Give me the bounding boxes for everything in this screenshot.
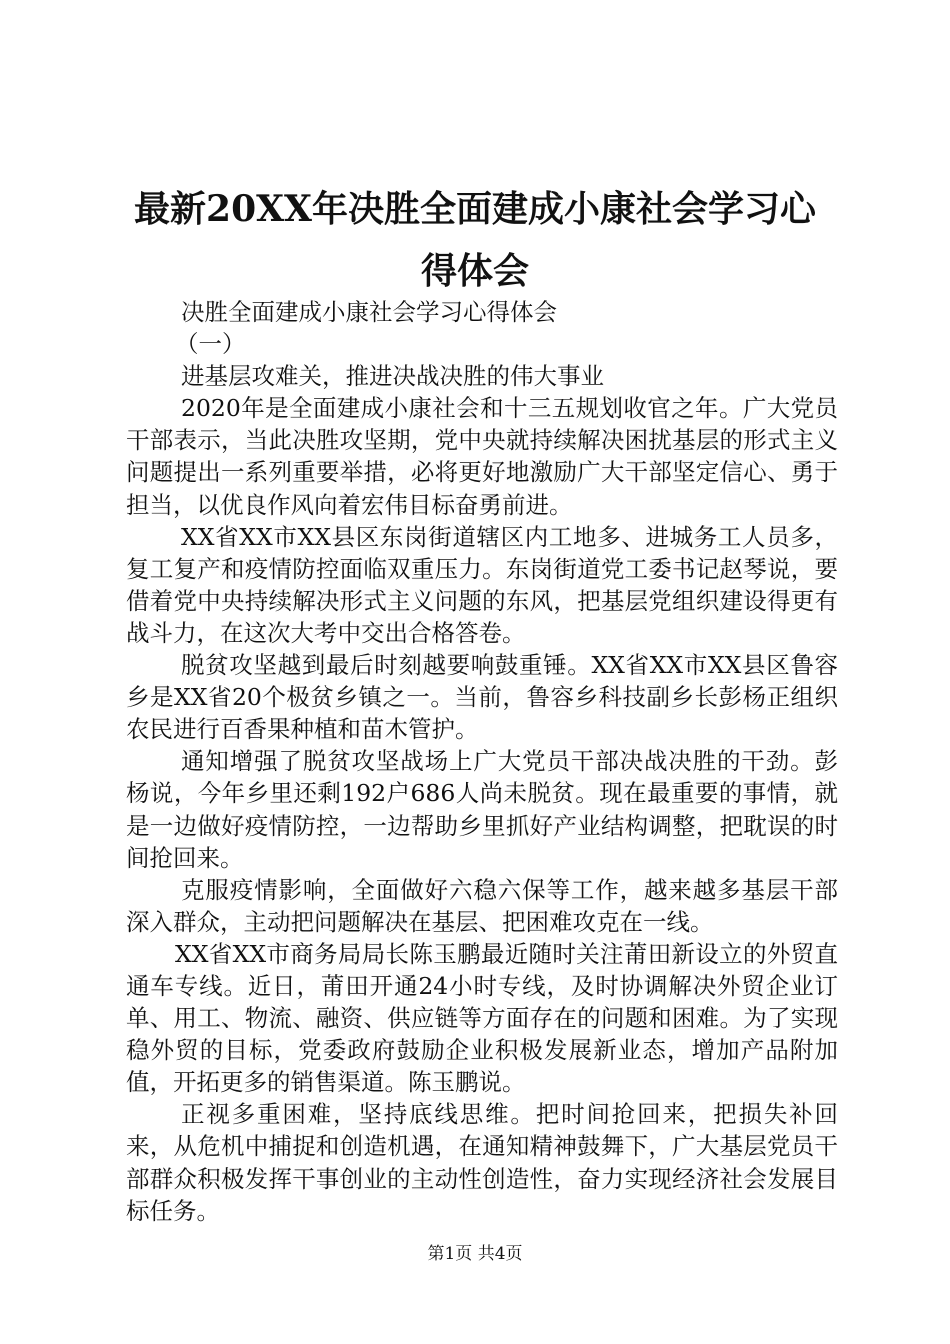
paragraph-heading: 进基层攻难关，推进决战决胜的伟大事业	[181, 362, 604, 391]
document-title: 最新20XX年决胜全面建成小康社会学习心得体会	[134, 188, 816, 292]
paragraph: 通知增强了脱贫攻坚战场上广大党员干部决战决胜的干劲。彭杨说，今年乡里还剩192户686人尚未脱贫。现在最重要的事情，就是一边做好疫情防控，一边帮助乡里抓好产业结构调整，把耽误的时间抢回来。	[126, 747, 838, 872]
paragraph: XX省XX市XX县区东岗街道辖区内工地多、进城务工人员多，复工复产和疫情防控面临双重压力。东岗街道党工委书记赵琴说，要借着党中央持续解决形式主义问题的东风，把基层党组织建设得更有战斗力，在这次大考中交出合格答卷。	[126, 522, 838, 647]
paragraph-section-number: （一）	[175, 330, 246, 359]
paragraph: XX省XX市商务局局长陈玉鹏最近随时关注莆田新设立的外贸直通车专线。近日，莆田开通24小时专线，及时协调解决外贸企业订单、用工、物流、融资、供应链等方面存在的问题和困难。为了实现稳外贸的目标，党委政府鼓励企业积极发展新业态，增加产品附加值，开拓更多的销售渠道。陈玉鹏说。	[126, 939, 838, 1097]
paragraph-subtitle: 决胜全面建成小康社会学习心得体会	[181, 298, 557, 326]
paragraph: 克服疫情影响，全面做好六稳六保等工作，越来越多基层干部深入群众，主动把问题解决在基层、把困难攻克在一线。	[126, 875, 838, 936]
document-body	[126, 296, 838, 1227]
paragraph: 2020年是全面建成小康社会和十三五规划收官之年。广大党员干部表示，当此决胜攻坚期，党中央就持续解决困扰基层的形式主义问题提出一系列重要举措，必将更好地激励广大干部坚定信心、勇于担当，以优良作风向着宏伟目标奋勇前进。	[126, 394, 838, 519]
paragraph: 正视多重困难，坚持底线思维。把时间抢回来，把损失补回来，从危机中捕捉和创造机遇，在通知精神鼓舞下，广大基层党员干部群众积极发挥干事创业的主动性创造性，奋力实现经济社会发展目标任务。	[126, 1100, 838, 1225]
page-footer: 第1页 共4页	[427, 1244, 523, 1264]
paragraph: 脱贫攻坚越到最后时刻越要响鼓重锤。XX省XX市XX县区鲁容乡是XX省20个极贫乡镇之一。当前，鲁容乡科技副乡长彭杨正组织农民进行百香果种植和苗木管护。	[126, 651, 838, 744]
